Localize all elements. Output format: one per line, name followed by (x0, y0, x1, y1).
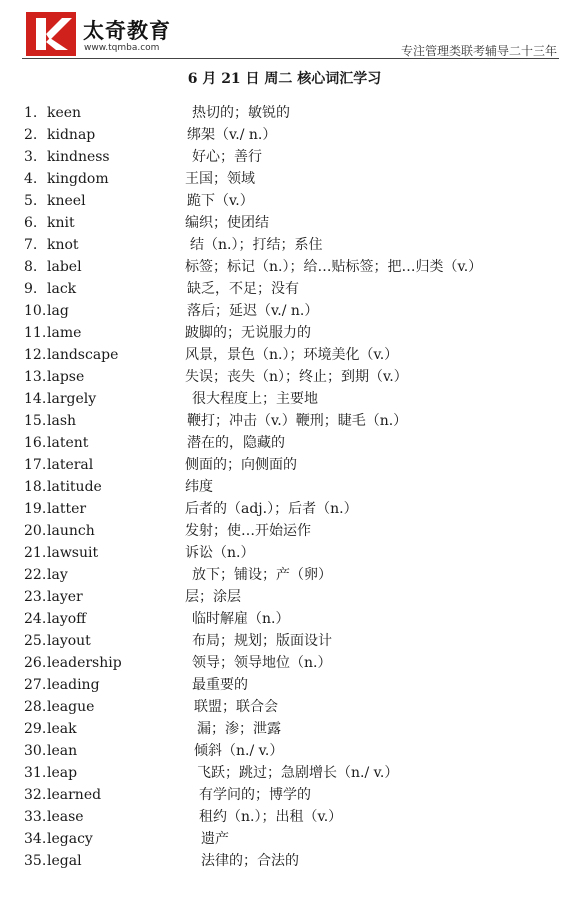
entry-number: 26. (24, 655, 47, 671)
entry-meaning: 临时解雇（n.） (192, 611, 290, 627)
vocab-row (0, 256, 569, 278)
entry-meaning: 侧面的；向侧面的 (185, 457, 297, 473)
entry-meaning: 纬度 (185, 479, 213, 495)
entry-word: latent (47, 435, 89, 451)
entry-number: 3. (24, 149, 38, 165)
entry-meaning: 漏；渗；泄露 (197, 721, 281, 737)
entry-word: legal (47, 853, 82, 869)
vocab-row (0, 344, 569, 366)
entry-meaning: 标签；标记（n.）；给…贴标签；把…归类（v.） (185, 259, 483, 275)
entry-word: lay (47, 567, 68, 583)
entry-number: 10. (24, 303, 47, 319)
entry-number: 24. (24, 611, 47, 627)
vocab-row (0, 806, 569, 828)
entry-word: learned (47, 787, 102, 803)
entry-number: 28. (24, 699, 47, 715)
entry-word: lame (47, 325, 82, 341)
entry-meaning: 潜在的，隐藏的 (187, 435, 285, 451)
entry-word: lash (47, 413, 77, 429)
vocab-row (0, 278, 569, 300)
entry-word: layoff (47, 611, 87, 627)
entry-number: 23. (24, 589, 47, 605)
vocab-row (0, 696, 569, 718)
entry-number: 5. (24, 193, 38, 209)
vocab-row (0, 146, 569, 168)
entry-meaning: 租约（n.）；出租（v.） (199, 809, 343, 825)
entry-meaning: 发射；使…开始运作 (185, 523, 311, 539)
entry-word: leading (47, 677, 100, 693)
entry-number: 16. (24, 435, 47, 451)
vocab-row (0, 212, 569, 234)
entry-word: layer (47, 589, 83, 605)
vocab-row (0, 432, 569, 454)
entry-meaning: 失误；丧失（n）；终止；到期（v.） (185, 369, 408, 385)
vocab-row (0, 850, 569, 872)
entry-word: leak (47, 721, 77, 737)
entry-word: kindness (47, 149, 110, 165)
header-slogan: 专注管理类联考辅导二十三年 (400, 44, 557, 58)
entry-word: keen (47, 105, 82, 121)
entry-number: 2. (24, 127, 38, 143)
vocab-row (0, 366, 569, 388)
vocab-row (0, 674, 569, 696)
entry-word: lean (47, 743, 78, 759)
entry-number: 12. (24, 347, 47, 363)
entry-meaning: 倾斜（n./ v.） (194, 743, 284, 759)
entry-meaning: 落后；延迟（v./ n.） (187, 303, 319, 319)
entry-meaning: 跪下（v.） (187, 193, 254, 209)
entry-word: lease (47, 809, 84, 825)
entry-number: 21. (24, 545, 47, 561)
entry-number: 11. (24, 325, 47, 341)
entry-word: launch (47, 523, 95, 539)
vocab-row (0, 498, 569, 520)
vocab-row (0, 762, 569, 784)
vocab-row (0, 124, 569, 146)
entry-meaning: 结（n.）；打结；系住 (190, 237, 323, 253)
entry-meaning: 很大程度上；主要地 (192, 391, 318, 407)
vocab-row (0, 740, 569, 762)
entry-meaning: 编织；使团结 (185, 215, 269, 231)
page-title: 6 月 21 日 周二 核心词汇学习 (187, 71, 382, 87)
entry-meaning: 飞跃；跳过；急剧增长（n./ v.） (197, 765, 399, 781)
entry-word: lack (47, 281, 77, 297)
entry-word: leap (47, 765, 78, 781)
entry-number: 32. (24, 787, 47, 803)
entry-number: 25. (24, 633, 47, 649)
vocab-row (0, 300, 569, 322)
vocab-row (0, 454, 569, 476)
entry-meaning: 鞭打；冲击（v.）鞭刑；睫毛（n.） (187, 413, 408, 429)
entry-meaning: 布局；规划；版面设计 (192, 633, 332, 649)
entry-meaning: 放下；铺设；产（卵） (192, 567, 332, 583)
entry-word: kidnap (47, 127, 96, 143)
entry-meaning: 好心；善行 (192, 149, 262, 165)
entry-meaning: 风景，景色（n.）；环境美化（v.） (185, 347, 399, 363)
entry-meaning: 缺乏，不足；没有 (187, 281, 299, 297)
entry-meaning: 最重要的 (192, 677, 248, 693)
entry-word: leadership (47, 655, 122, 671)
entry-number: 29. (24, 721, 47, 737)
entry-number: 33. (24, 809, 47, 825)
entry-word: lateral (47, 457, 94, 473)
entry-word: kneel (47, 193, 86, 209)
entry-number: 20. (24, 523, 47, 539)
vocab-row (0, 234, 569, 256)
vocab-row (0, 828, 569, 850)
entry-word: latitude (47, 479, 102, 495)
entry-word: landscape (47, 347, 119, 363)
entry-number: 6. (24, 215, 38, 231)
entry-word: label (47, 259, 82, 275)
entry-meaning: 跛脚的；无说服力的 (185, 325, 311, 341)
brand-url: www.tqmba.com (84, 43, 160, 53)
vocab-row (0, 542, 569, 564)
entry-meaning: 绑架（v./ n.） (187, 127, 277, 143)
entry-meaning: 领导；领导地位（n.） (192, 655, 332, 671)
entry-word: lapse (47, 369, 85, 385)
entry-word: largely (47, 391, 97, 407)
entry-number: 34. (24, 831, 47, 847)
entry-meaning: 热切的；敏锐的 (192, 105, 290, 121)
entry-word: league (47, 699, 95, 715)
vocab-row (0, 168, 569, 190)
entry-number: 30. (24, 743, 47, 759)
vocab-row (0, 520, 569, 542)
entry-meaning: 遗产 (201, 831, 229, 847)
vocab-row (0, 322, 569, 344)
entry-word: knit (47, 215, 75, 231)
entry-word: kingdom (47, 171, 109, 187)
vocab-row (0, 630, 569, 652)
entry-number: 35. (24, 853, 47, 869)
vocabulary-list (0, 102, 569, 872)
entry-word: layout (47, 633, 91, 649)
entry-word: latter (47, 501, 87, 517)
entry-number: 4. (24, 171, 38, 187)
entry-word: legacy (47, 831, 93, 847)
entry-word: lag (47, 303, 69, 319)
brand-name: 太奇教育 (83, 19, 171, 43)
header-divider (22, 58, 559, 59)
entry-meaning: 有学问的；博学的 (199, 787, 311, 803)
entry-number: 14. (24, 391, 47, 407)
entry-word: knot (47, 237, 79, 253)
vocab-row (0, 718, 569, 740)
vocab-row (0, 652, 569, 674)
entry-number: 27. (24, 677, 47, 693)
entry-number: 17. (24, 457, 47, 473)
entry-meaning: 联盟；联合会 (194, 699, 278, 715)
entry-number: 7. (24, 237, 38, 253)
entry-meaning: 层；涂层 (185, 589, 241, 605)
entry-meaning: 法律的；合法的 (201, 853, 299, 869)
vocab-row (0, 564, 569, 586)
page-header (0, 0, 569, 62)
entry-number: 15. (24, 413, 47, 429)
entry-number: 8. (24, 259, 38, 275)
entry-meaning: 王国；领域 (185, 171, 255, 187)
taiqi-logo-icon (26, 12, 76, 56)
vocab-row (0, 608, 569, 630)
vocab-row (0, 102, 569, 124)
vocab-row (0, 190, 569, 212)
entry-number: 13. (24, 369, 47, 385)
entry-number: 1. (24, 105, 38, 121)
entry-number: 18. (24, 479, 47, 495)
entry-meaning: 诉讼（n.） (185, 545, 255, 561)
entry-number: 22. (24, 567, 47, 583)
vocab-row (0, 410, 569, 432)
entry-number: 19. (24, 501, 47, 517)
vocab-row (0, 784, 569, 806)
entry-word: lawsuit (47, 545, 99, 561)
entry-meaning: 后者的（adj.）；后者（n.） (185, 501, 358, 517)
vocab-row (0, 586, 569, 608)
entry-number: 9. (24, 281, 38, 297)
entry-number: 31. (24, 765, 47, 781)
vocab-row (0, 388, 569, 410)
vocab-row (0, 476, 569, 498)
